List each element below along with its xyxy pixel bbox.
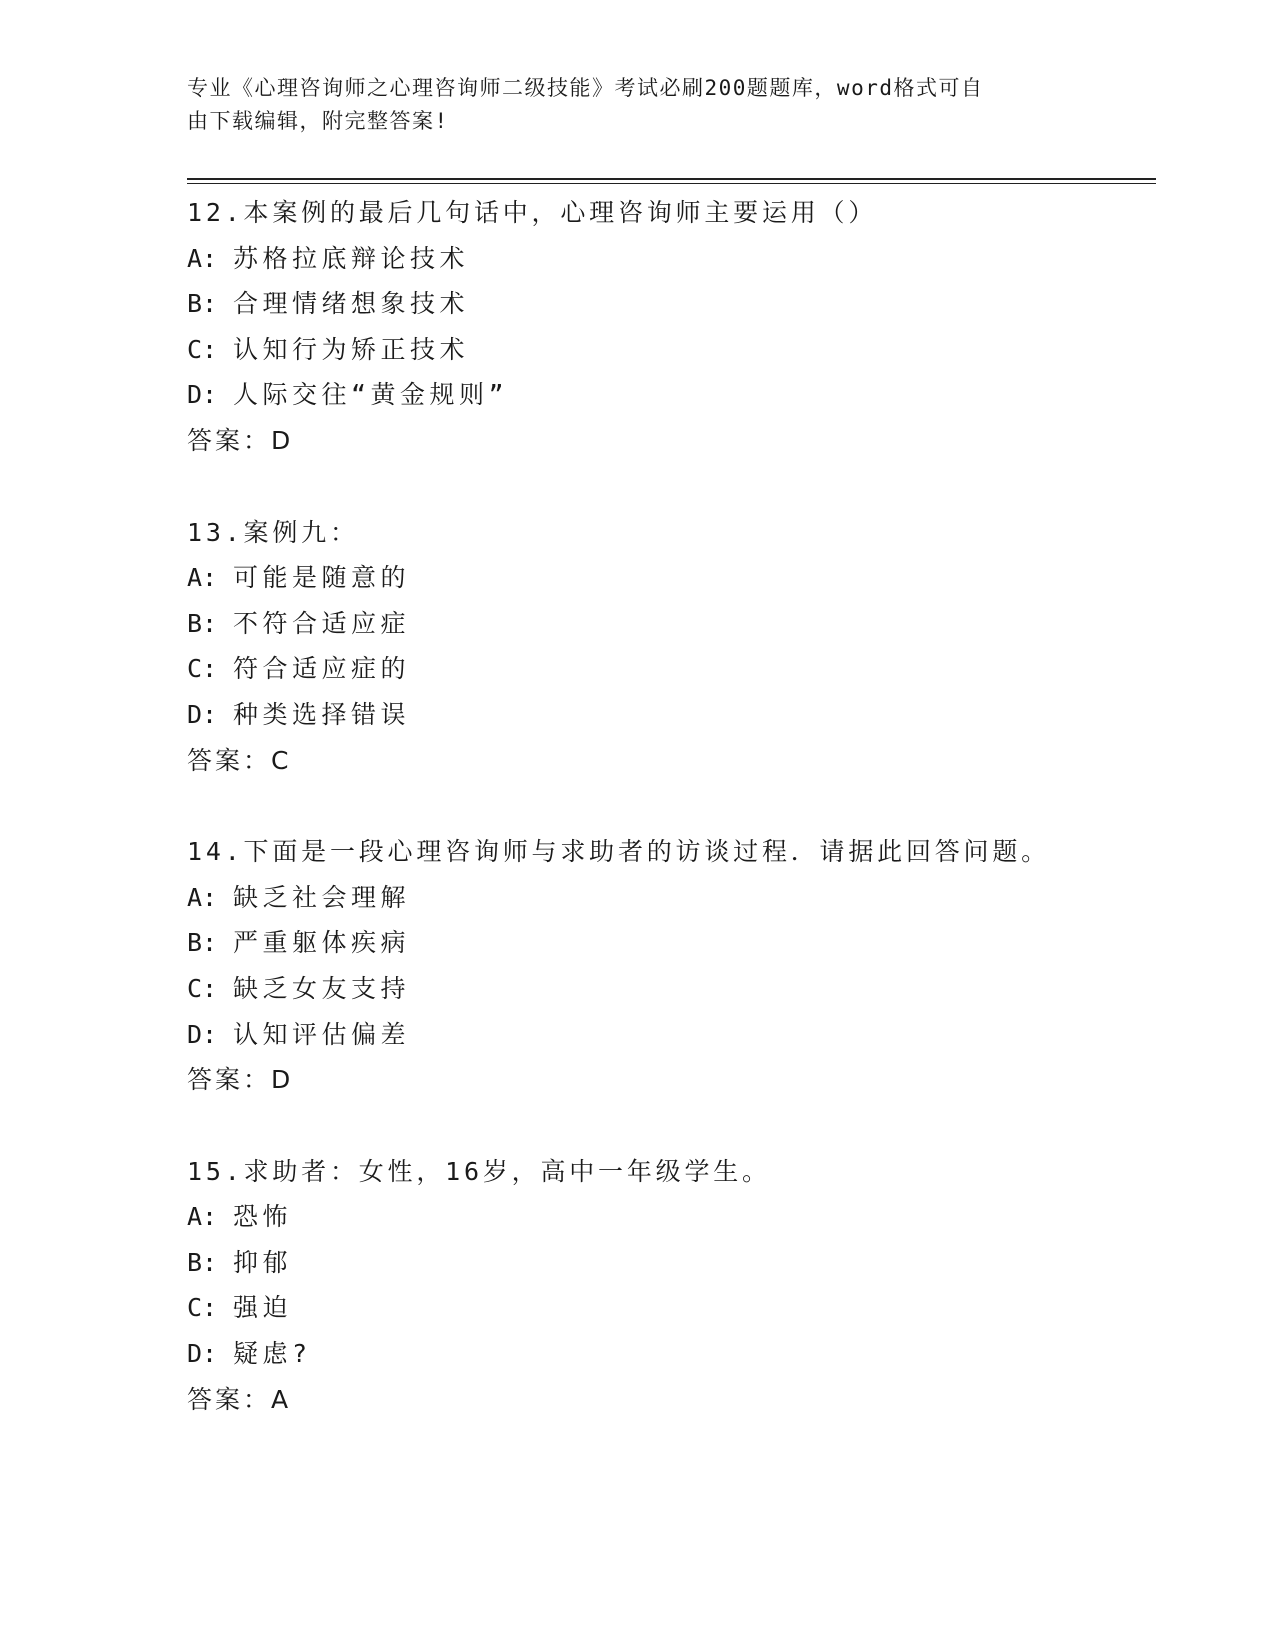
option-letter: B:: [187, 1247, 218, 1277]
option-letter: A:: [187, 243, 218, 273]
answer-line: 答案：D: [187, 1065, 294, 1095]
option-text: 恐怖: [233, 1202, 293, 1232]
header-rule-thick: [187, 178, 1156, 180]
option-letter: D:: [187, 1019, 218, 1049]
option-text: 不符合适应症: [233, 608, 411, 638]
question-stem: 13.案例九：: [187, 517, 359, 547]
document-header: [187, 72, 1067, 138]
option-d: [187, 1012, 1156, 1058]
option-text: 认知行为矫正技术: [233, 334, 470, 364]
option-c: [187, 1285, 1156, 1331]
question-stem: 15.求助者：女性，16岁，高中一年级学生。: [187, 1156, 771, 1186]
option-text: 苏格拉底辩论技术: [233, 243, 470, 273]
header-rule-thin: [187, 183, 1156, 184]
question-stem: 14.下面是一段心理咨询师与求助者的访谈过程．请据此回答问题。: [187, 837, 1050, 867]
option-c: [187, 646, 1156, 692]
question-14: [187, 829, 1156, 1103]
option-letter: C:: [187, 1293, 218, 1323]
option-a: [187, 236, 1156, 282]
option-letter: D:: [187, 1339, 218, 1369]
option-letter: A:: [187, 563, 218, 593]
option-letter: D:: [187, 380, 218, 410]
option-text: 缺乏女友支持: [233, 973, 411, 1003]
option-b: [187, 601, 1156, 647]
option-text: 人际交往“黄金规则”: [233, 380, 509, 410]
option-b: [187, 1240, 1156, 1286]
option-letter: B:: [187, 608, 218, 638]
option-letter: D:: [187, 699, 218, 729]
option-b: [187, 281, 1156, 327]
option-d: [187, 372, 1156, 418]
option-letter: C:: [187, 334, 218, 364]
option-text: 抑郁: [233, 1247, 293, 1277]
option-a: [187, 875, 1156, 921]
option-letter: C:: [187, 654, 218, 684]
option-d: [187, 1331, 1156, 1377]
option-a: [187, 1194, 1156, 1240]
question-stem: 12.本案例的最后几句话中，心理咨询师主要运用（）: [187, 198, 878, 227]
question-12: [187, 190, 1156, 464]
option-c: [187, 327, 1156, 373]
option-text: 可能是随意的: [233, 563, 411, 593]
option-text: 疑虑?: [233, 1339, 312, 1369]
option-letter: B:: [187, 928, 218, 958]
option-letter: C:: [187, 973, 218, 1003]
answer-line: 答案：D: [187, 425, 294, 455]
header-line-2: 由下载编辑，附完整答案!: [187, 109, 449, 133]
option-b: [187, 920, 1156, 966]
answer-line: 答案：C: [187, 745, 292, 775]
option-letter: B:: [187, 289, 218, 319]
option-text: 缺乏社会理解: [233, 882, 411, 912]
question-13: [187, 510, 1156, 784]
option-d: [187, 692, 1156, 738]
option-text: 种类选择错误: [233, 699, 411, 729]
option-letter: A:: [187, 1202, 218, 1232]
question-15: [187, 1149, 1156, 1423]
header-line-1: 专业《心理咨询师之心理咨询师二级技能》考试必刷200题题库，word格式可自: [187, 76, 984, 100]
option-text: 严重躯体疾病: [233, 928, 411, 958]
option-letter: A:: [187, 882, 218, 912]
option-text: 认知评估偏差: [233, 1019, 411, 1049]
option-a: [187, 555, 1156, 601]
option-text: 强迫: [233, 1293, 293, 1323]
answer-line: 答案：A: [187, 1384, 292, 1414]
option-c: [187, 966, 1156, 1012]
option-text: 符合适应症的: [233, 654, 411, 684]
option-text: 合理情绪想象技术: [233, 289, 470, 319]
question-list: [187, 190, 1156, 1468]
